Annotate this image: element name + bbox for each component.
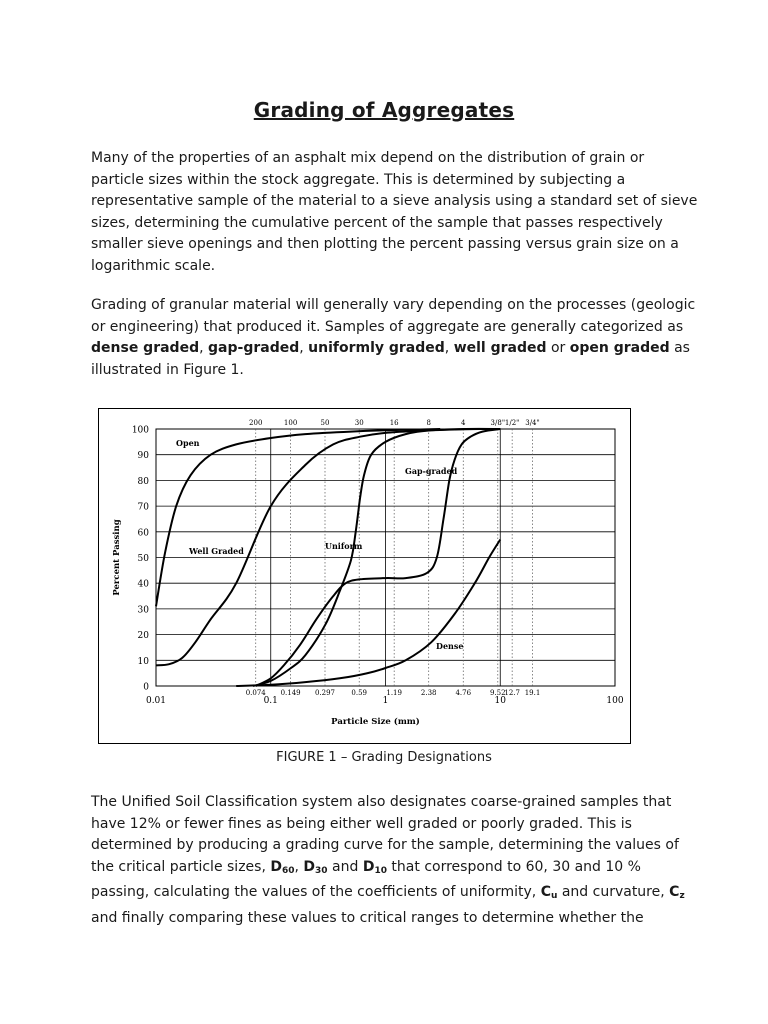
separator: , <box>199 340 209 356</box>
sieve-number-label: 50 <box>320 419 330 427</box>
sieve-size-label: 0.074 <box>245 689 266 697</box>
figure-1-chart <box>98 408 631 744</box>
x-axis-title: Particle Size (mm) <box>331 717 420 727</box>
term-dense-graded: dense graded <box>91 340 200 356</box>
y-tick-label: 40 <box>137 579 149 590</box>
sieve-number-label: 8 <box>426 419 431 427</box>
figure-caption: FIGURE 1 – Grading Designations <box>276 750 492 765</box>
cu-symbol <box>541 884 558 900</box>
symbol-letter: D <box>270 858 282 875</box>
paragraph-text: that correspond to 60, 30 and 10 % passing, calculating the values of the coefficients of uniformity, <box>91 858 641 900</box>
series-label: Gap-graded <box>405 466 458 476</box>
symbol-letter: C <box>540 884 551 900</box>
separator: and <box>327 858 363 875</box>
page-title: Grading of Aggregates <box>253 98 515 122</box>
symbol-subscript: u <box>550 891 558 901</box>
term-gap-graded: gap-graded <box>208 340 300 356</box>
grading-types-paragraph <box>91 295 701 381</box>
symbol-subscript: z <box>679 891 685 901</box>
sieve-size-label: 1.19 <box>386 689 402 697</box>
sieve-size-label: 2.38 <box>420 689 437 697</box>
y-axis-title: Percent Passing <box>112 519 122 596</box>
separator: , <box>299 340 309 356</box>
d60-symbol <box>270 859 294 875</box>
symbol-subscript: 60 <box>281 865 295 876</box>
x-tick-label: 10 <box>494 696 506 706</box>
y-tick-label: 50 <box>137 554 149 564</box>
separator: or <box>546 340 570 356</box>
series-label: Open <box>176 438 200 448</box>
series-curve-open <box>156 429 440 606</box>
intro-paragraph: Many of the properties of an asphalt mix depend on the distribution of grain or particle sizes within the stock aggregate. This is determined by subjecting a representative sample of the material to a sieve analysis using a standard set of sieve sizes, determining the cumulative percent of the sample that passes respectively smaller sieve openings and then plotting the percent passing versus grain size on a logarithmic scale. <box>91 150 698 274</box>
paragraph-text: Grading of granular material will generally vary depending on the processes (geologic or engineering) that produced it. Samples of aggregate are generally categorized as <box>91 297 696 335</box>
sieve-number-label: 3/8" <box>490 419 506 427</box>
symbol-subscript: 30 <box>315 865 328 876</box>
y-tick-label: 60 <box>137 528 149 539</box>
sieve-number-label: 30 <box>354 419 364 427</box>
uscs-paragraph <box>91 792 701 929</box>
y-tick-label: 10 <box>137 656 149 667</box>
series-label: Dense <box>436 641 464 651</box>
d10-symbol <box>363 859 387 875</box>
separator: , <box>294 858 304 875</box>
sieve-number-label: 4 <box>461 419 466 427</box>
sieve-number-label: 16 <box>389 419 399 427</box>
term-uniformly-graded: uniformly graded <box>308 340 445 356</box>
cz-symbol <box>669 884 685 900</box>
y-tick-label: 20 <box>137 631 149 642</box>
sieve-number-label: 100 <box>283 419 298 427</box>
y-tick-label: 90 <box>137 451 149 462</box>
x-tick-label: 1 <box>382 696 389 706</box>
grading-chart <box>99 409 632 745</box>
sieve-size-label: 0.297 <box>314 689 336 697</box>
symbol-letter: C <box>669 884 680 900</box>
y-tick-label: 70 <box>137 502 149 513</box>
x-tick-label: 0.01 <box>145 696 167 706</box>
y-tick-label: 0 <box>143 682 149 693</box>
y-tick-label: 100 <box>131 425 149 436</box>
d30-symbol <box>303 859 327 875</box>
symbol-letter: D <box>303 858 316 875</box>
series-label: Uniform <box>325 541 363 551</box>
term-open-graded: open graded <box>569 340 670 356</box>
symbol-letter: D <box>362 858 375 875</box>
sieve-size-label: 4.76 <box>455 689 472 697</box>
symbol-subscript: 10 <box>374 865 387 876</box>
sieve-size-label: 9.52 <box>490 689 506 697</box>
paragraph-text: as illustrated in Figure 1. <box>91 340 690 378</box>
x-tick-label: 0.1 <box>263 696 278 706</box>
x-tick-label: 100 <box>606 696 624 706</box>
paragraph-text: The Unified Soil Classification system also designates coarse-grained samples that have 12% or fewer fines as being either well graded or poorly graded. This is determined by producing a grading curve for the sample, determining the values of the critical particle sizes, <box>91 794 679 875</box>
paragraph-text: and finally comparing these values to critical ranges to determine whether the <box>91 909 644 926</box>
sieve-size-label: 0.149 <box>280 689 301 697</box>
sieve-number-label: 3/4" <box>525 419 540 427</box>
sieve-size-label: 12.7 <box>504 689 520 697</box>
sieve-number-label: 200 <box>249 419 263 427</box>
sieve-size-label: 19.1 <box>524 689 541 697</box>
y-tick-label: 30 <box>137 605 149 616</box>
sieve-number-label: 1/2" <box>504 419 520 427</box>
y-tick-label: 80 <box>137 476 149 487</box>
series-curve-dense <box>236 540 500 687</box>
paragraph-text: and curvature, <box>557 884 670 900</box>
sieve-size-label: 0.59 <box>351 689 368 697</box>
series-label: Well Graded <box>189 546 244 556</box>
separator: , <box>444 340 454 356</box>
term-well-graded: well graded <box>453 340 547 356</box>
